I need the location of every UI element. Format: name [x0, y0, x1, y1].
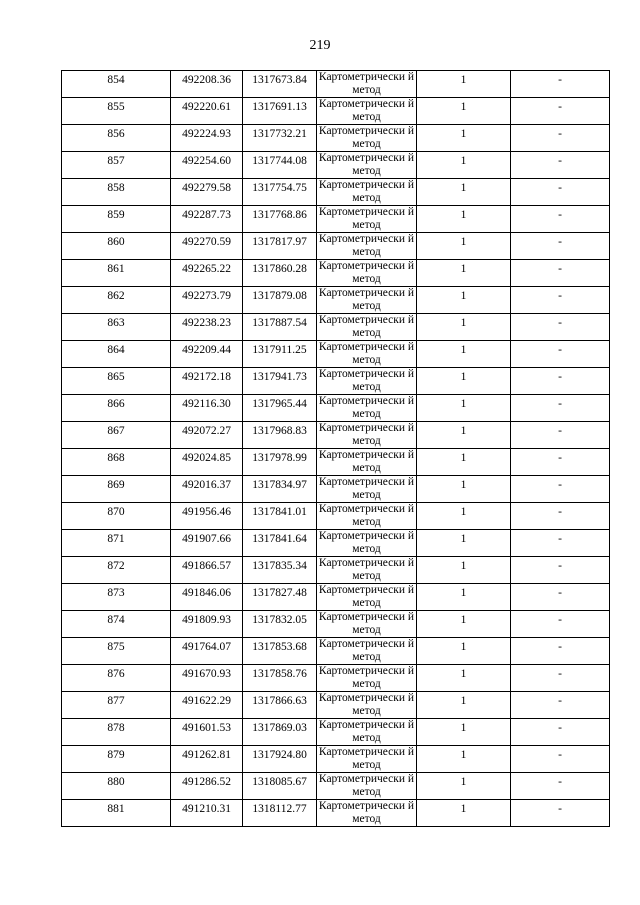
accuracy-cell: 1	[417, 125, 511, 152]
table-row	[62, 449, 610, 476]
note-cell: -	[511, 611, 610, 638]
note-cell: -	[511, 98, 610, 125]
method-cell: Картометрически й метод	[317, 233, 417, 260]
y-coordinate-cell: 1317817.97	[243, 233, 317, 260]
point-number-cell: 878	[62, 719, 171, 746]
table-row	[62, 719, 610, 746]
y-coordinate-cell: 1317858.76	[243, 665, 317, 692]
table-row	[62, 233, 610, 260]
note-cell: -	[511, 449, 610, 476]
point-number-cell: 860	[62, 233, 171, 260]
point-number-cell: 862	[62, 287, 171, 314]
y-coordinate-cell: 1317879.08	[243, 287, 317, 314]
x-coordinate-cell: 491286.52	[171, 773, 243, 800]
method-cell: Картометрически й метод	[317, 503, 417, 530]
point-number-cell: 877	[62, 692, 171, 719]
table-row	[62, 665, 610, 692]
x-coordinate-cell: 491622.29	[171, 692, 243, 719]
y-coordinate-cell: 1318112.77	[243, 800, 317, 827]
point-number-cell: 880	[62, 773, 171, 800]
point-number-cell: 875	[62, 638, 171, 665]
method-cell: Картометрически й метод	[317, 638, 417, 665]
accuracy-cell: 1	[417, 260, 511, 287]
table-row	[62, 341, 610, 368]
x-coordinate-cell: 492220.61	[171, 98, 243, 125]
note-cell: -	[511, 476, 610, 503]
point-number-cell: 873	[62, 584, 171, 611]
point-number-cell: 854	[62, 71, 171, 98]
method-cell: Картометрически й метод	[317, 719, 417, 746]
point-number-cell: 879	[62, 746, 171, 773]
accuracy-cell: 1	[417, 314, 511, 341]
point-number-cell: 864	[62, 341, 171, 368]
y-coordinate-cell: 1317832.05	[243, 611, 317, 638]
x-coordinate-cell: 491907.66	[171, 530, 243, 557]
table-row	[62, 395, 610, 422]
accuracy-cell: 1	[417, 341, 511, 368]
table-row	[62, 557, 610, 584]
accuracy-cell: 1	[417, 98, 511, 125]
accuracy-cell: 1	[417, 665, 511, 692]
x-coordinate-cell: 492208.36	[171, 71, 243, 98]
y-coordinate-cell: 1317841.01	[243, 503, 317, 530]
y-coordinate-cell: 1317853.68	[243, 638, 317, 665]
table-row	[62, 314, 610, 341]
method-cell: Картометрически й метод	[317, 98, 417, 125]
point-number-cell: 870	[62, 503, 171, 530]
point-number-cell: 858	[62, 179, 171, 206]
accuracy-cell: 1	[417, 287, 511, 314]
y-coordinate-cell: 1317866.63	[243, 692, 317, 719]
y-coordinate-cell: 1317978.99	[243, 449, 317, 476]
point-number-cell: 859	[62, 206, 171, 233]
point-number-cell: 869	[62, 476, 171, 503]
accuracy-cell: 1	[417, 422, 511, 449]
x-coordinate-cell: 492265.22	[171, 260, 243, 287]
point-number-cell: 881	[62, 800, 171, 827]
x-coordinate-cell: 492273.79	[171, 287, 243, 314]
method-cell: Картометрически й метод	[317, 611, 417, 638]
method-cell: Картометрически й метод	[317, 287, 417, 314]
point-number-cell: 872	[62, 557, 171, 584]
x-coordinate-cell: 491670.93	[171, 665, 243, 692]
x-coordinate-cell: 492116.30	[171, 395, 243, 422]
point-number-cell: 855	[62, 98, 171, 125]
table-row	[62, 692, 610, 719]
note-cell: -	[511, 233, 610, 260]
table-row	[62, 125, 610, 152]
accuracy-cell: 1	[417, 152, 511, 179]
y-coordinate-cell: 1317965.44	[243, 395, 317, 422]
note-cell: -	[511, 800, 610, 827]
x-coordinate-cell: 492024.85	[171, 449, 243, 476]
accuracy-cell: 1	[417, 719, 511, 746]
note-cell: -	[511, 314, 610, 341]
table-row	[62, 260, 610, 287]
x-coordinate-cell: 491764.07	[171, 638, 243, 665]
method-cell: Картометрически й метод	[317, 584, 417, 611]
x-coordinate-cell: 491809.93	[171, 611, 243, 638]
note-cell: -	[511, 530, 610, 557]
accuracy-cell: 1	[417, 449, 511, 476]
x-coordinate-cell: 492224.93	[171, 125, 243, 152]
x-coordinate-cell: 491956.46	[171, 503, 243, 530]
accuracy-cell: 1	[417, 395, 511, 422]
method-cell: Картометрически й метод	[317, 179, 417, 206]
point-number-cell: 856	[62, 125, 171, 152]
note-cell: -	[511, 422, 610, 449]
method-cell: Картометрически й метод	[317, 395, 417, 422]
point-number-cell: 871	[62, 530, 171, 557]
y-coordinate-cell: 1317835.34	[243, 557, 317, 584]
method-cell: Картометрически й метод	[317, 449, 417, 476]
y-coordinate-cell: 1317887.54	[243, 314, 317, 341]
method-cell: Картометрически й метод	[317, 152, 417, 179]
method-cell: Картометрически й метод	[317, 368, 417, 395]
note-cell: -	[511, 368, 610, 395]
x-coordinate-cell: 492279.58	[171, 179, 243, 206]
method-cell: Картометрически й метод	[317, 314, 417, 341]
table-row	[62, 800, 610, 827]
accuracy-cell: 1	[417, 530, 511, 557]
y-coordinate-cell: 1317768.86	[243, 206, 317, 233]
accuracy-cell: 1	[417, 557, 511, 584]
note-cell: -	[511, 395, 610, 422]
method-cell: Картометрически й метод	[317, 476, 417, 503]
note-cell: -	[511, 746, 610, 773]
accuracy-cell: 1	[417, 368, 511, 395]
y-coordinate-cell: 1317968.83	[243, 422, 317, 449]
y-coordinate-cell: 1317673.84	[243, 71, 317, 98]
y-coordinate-cell: 1317732.21	[243, 125, 317, 152]
coordinates-table	[61, 70, 610, 827]
accuracy-cell: 1	[417, 611, 511, 638]
method-cell: Картометрически й метод	[317, 125, 417, 152]
table-row	[62, 584, 610, 611]
x-coordinate-cell: 491262.81	[171, 746, 243, 773]
table-row	[62, 71, 610, 98]
note-cell: -	[511, 638, 610, 665]
method-cell: Картометрически й метод	[317, 773, 417, 800]
note-cell: -	[511, 125, 610, 152]
note-cell: -	[511, 692, 610, 719]
note-cell: -	[511, 773, 610, 800]
accuracy-cell: 1	[417, 800, 511, 827]
method-cell: Картометрически й метод	[317, 260, 417, 287]
accuracy-cell: 1	[417, 773, 511, 800]
point-number-cell: 866	[62, 395, 171, 422]
note-cell: -	[511, 584, 610, 611]
point-number-cell: 868	[62, 449, 171, 476]
accuracy-cell: 1	[417, 71, 511, 98]
point-number-cell: 861	[62, 260, 171, 287]
x-coordinate-cell: 492238.23	[171, 314, 243, 341]
table-row	[62, 368, 610, 395]
table-row	[62, 773, 610, 800]
x-coordinate-cell: 492172.18	[171, 368, 243, 395]
table-row	[62, 611, 610, 638]
table-row	[62, 503, 610, 530]
note-cell: -	[511, 206, 610, 233]
note-cell: -	[511, 152, 610, 179]
y-coordinate-cell: 1317841.64	[243, 530, 317, 557]
note-cell: -	[511, 665, 610, 692]
note-cell: -	[511, 503, 610, 530]
method-cell: Картометрически й метод	[317, 341, 417, 368]
method-cell: Картометрически й метод	[317, 692, 417, 719]
accuracy-cell: 1	[417, 746, 511, 773]
y-coordinate-cell: 1317691.13	[243, 98, 317, 125]
x-coordinate-cell: 491210.31	[171, 800, 243, 827]
table-row	[62, 206, 610, 233]
point-number-cell: 857	[62, 152, 171, 179]
note-cell: -	[511, 260, 610, 287]
note-cell: -	[511, 71, 610, 98]
accuracy-cell: 1	[417, 476, 511, 503]
point-number-cell: 876	[62, 665, 171, 692]
x-coordinate-cell: 492254.60	[171, 152, 243, 179]
y-coordinate-cell: 1317754.75	[243, 179, 317, 206]
method-cell: Картометрически й метод	[317, 746, 417, 773]
accuracy-cell: 1	[417, 206, 511, 233]
note-cell: -	[511, 341, 610, 368]
accuracy-cell: 1	[417, 503, 511, 530]
y-coordinate-cell: 1317924.80	[243, 746, 317, 773]
accuracy-cell: 1	[417, 584, 511, 611]
method-cell: Картометрически й метод	[317, 665, 417, 692]
x-coordinate-cell: 492209.44	[171, 341, 243, 368]
table-row	[62, 746, 610, 773]
table-row	[62, 476, 610, 503]
y-coordinate-cell: 1317744.08	[243, 152, 317, 179]
y-coordinate-cell: 1317941.73	[243, 368, 317, 395]
y-coordinate-cell: 1317827.48	[243, 584, 317, 611]
point-number-cell: 865	[62, 368, 171, 395]
y-coordinate-cell: 1317860.28	[243, 260, 317, 287]
method-cell: Картометрически й метод	[317, 530, 417, 557]
accuracy-cell: 1	[417, 179, 511, 206]
table-row	[62, 179, 610, 206]
table-row	[62, 152, 610, 179]
x-coordinate-cell: 492016.37	[171, 476, 243, 503]
method-cell: Картометрически й метод	[317, 206, 417, 233]
x-coordinate-cell: 491601.53	[171, 719, 243, 746]
table-row	[62, 422, 610, 449]
method-cell: Картометрически й метод	[317, 71, 417, 98]
point-number-cell: 874	[62, 611, 171, 638]
point-number-cell: 867	[62, 422, 171, 449]
x-coordinate-cell: 491846.06	[171, 584, 243, 611]
method-cell: Картометрически й метод	[317, 422, 417, 449]
y-coordinate-cell: 1317869.03	[243, 719, 317, 746]
method-cell: Картометрически й метод	[317, 557, 417, 584]
table-row	[62, 98, 610, 125]
y-coordinate-cell: 1317911.25	[243, 341, 317, 368]
note-cell: -	[511, 557, 610, 584]
x-coordinate-cell: 491866.57	[171, 557, 243, 584]
table-row	[62, 638, 610, 665]
table-row	[62, 287, 610, 314]
point-number-cell: 863	[62, 314, 171, 341]
x-coordinate-cell: 492072.27	[171, 422, 243, 449]
x-coordinate-cell: 492287.73	[171, 206, 243, 233]
note-cell: -	[511, 719, 610, 746]
note-cell: -	[511, 287, 610, 314]
method-cell: Картометрически й метод	[317, 800, 417, 827]
accuracy-cell: 1	[417, 692, 511, 719]
y-coordinate-cell: 1318085.67	[243, 773, 317, 800]
y-coordinate-cell: 1317834.97	[243, 476, 317, 503]
accuracy-cell: 1	[417, 233, 511, 260]
table-row	[62, 530, 610, 557]
page-number: 219	[309, 38, 331, 53]
x-coordinate-cell: 492270.59	[171, 233, 243, 260]
accuracy-cell: 1	[417, 638, 511, 665]
note-cell: -	[511, 179, 610, 206]
